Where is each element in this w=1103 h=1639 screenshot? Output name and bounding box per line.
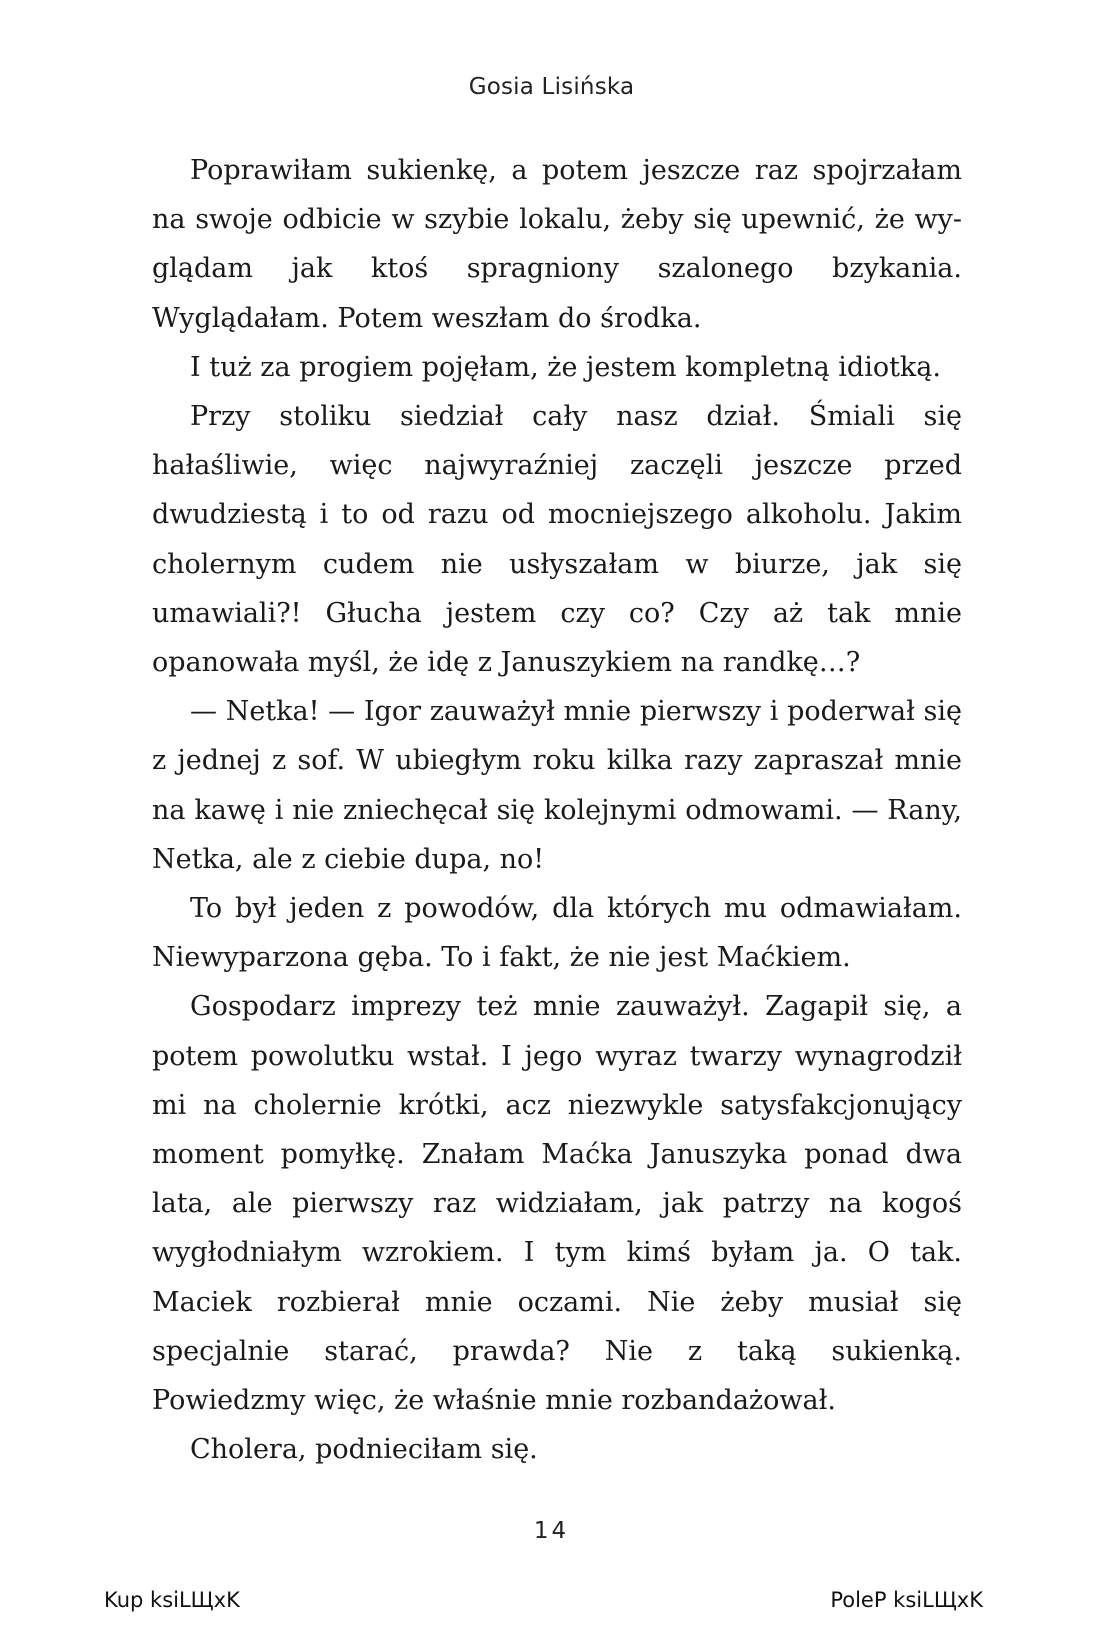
paragraph: Cholera, podnieciłam się.	[190, 1434, 538, 1466]
paragraph: Gospodarz imprezy też mnie zauważył. Zagapił się, a potem powolutku wstał. I jego wyraz twarzy wynagrodził mi na cholernie krótki, acz niezwykle satysfakcjonujący moment pomyłkę. Znałam Maćka Januszyka ponad dwa lata, ale pierwszy raz widziałam, jak patrzy na kogoś wygłodniałym wzrokiem. I tym kimś byłam ja. O tak. Maciek rozbierał mnie oczami. Nie żeby musiał się specjalnie starać, prawda? Nie z taką sukienką. Powiedzmy więc, że właśnie mnie rozbandażował.	[152, 991, 962, 1417]
recommend-book-link[interactable]: PoleP ksiLЩxK	[830, 1588, 983, 1612]
paragraph: — Netka! — Igor zauważył mnie pierwszy i poderwał się z jednej z sof. W ubiegłym roku kilka razy zapraszał mnie na kawę i nie zniechęcał się kolejnymi odmowami. — Rany, Netka, ale z ciebie dupa, no!	[152, 696, 962, 875]
paragraph: I tuż za progiem pojęłam, że jestem kompletną idiotką.	[190, 351, 941, 383]
paragraph: Poprawiłam sukienkę, a potem jeszcze raz spojrzałam na swoje odbicie w szybie lokalu, żeby się upewnić, że wyglądam jak ktoś spragniony szalonego bzykania. Wyglądałam. Potem weszłam do środka.	[152, 155, 962, 334]
page-number: 14	[533, 1518, 570, 1544]
paragraph: To był jeden z powodów, dla których mu odmawiałam. Niewyparzona gęba. To i fakt, że nie jest Maćkiem.	[152, 893, 962, 974]
buy-book-link[interactable]: Kup ksiLЩxK	[104, 1588, 240, 1612]
body-text	[152, 146, 962, 1474]
paragraph: Przy stoliku siedział cały nasz dział. Śmiali się hałaśliwie, więc najwyraźniej zaczęli jeszcze przed dwudziestą i to od razu od mocniejszego alkoholu. Jakim cholernym cudem nie usłyszałam w biurze, jak się umawiali?! Głucha jestem czy co? Czy aż tak mnie opanowała myśl, że idę z Januszykiem na randkę…?	[152, 401, 962, 679]
running-head-author: Gosia Lisińska	[468, 74, 635, 100]
